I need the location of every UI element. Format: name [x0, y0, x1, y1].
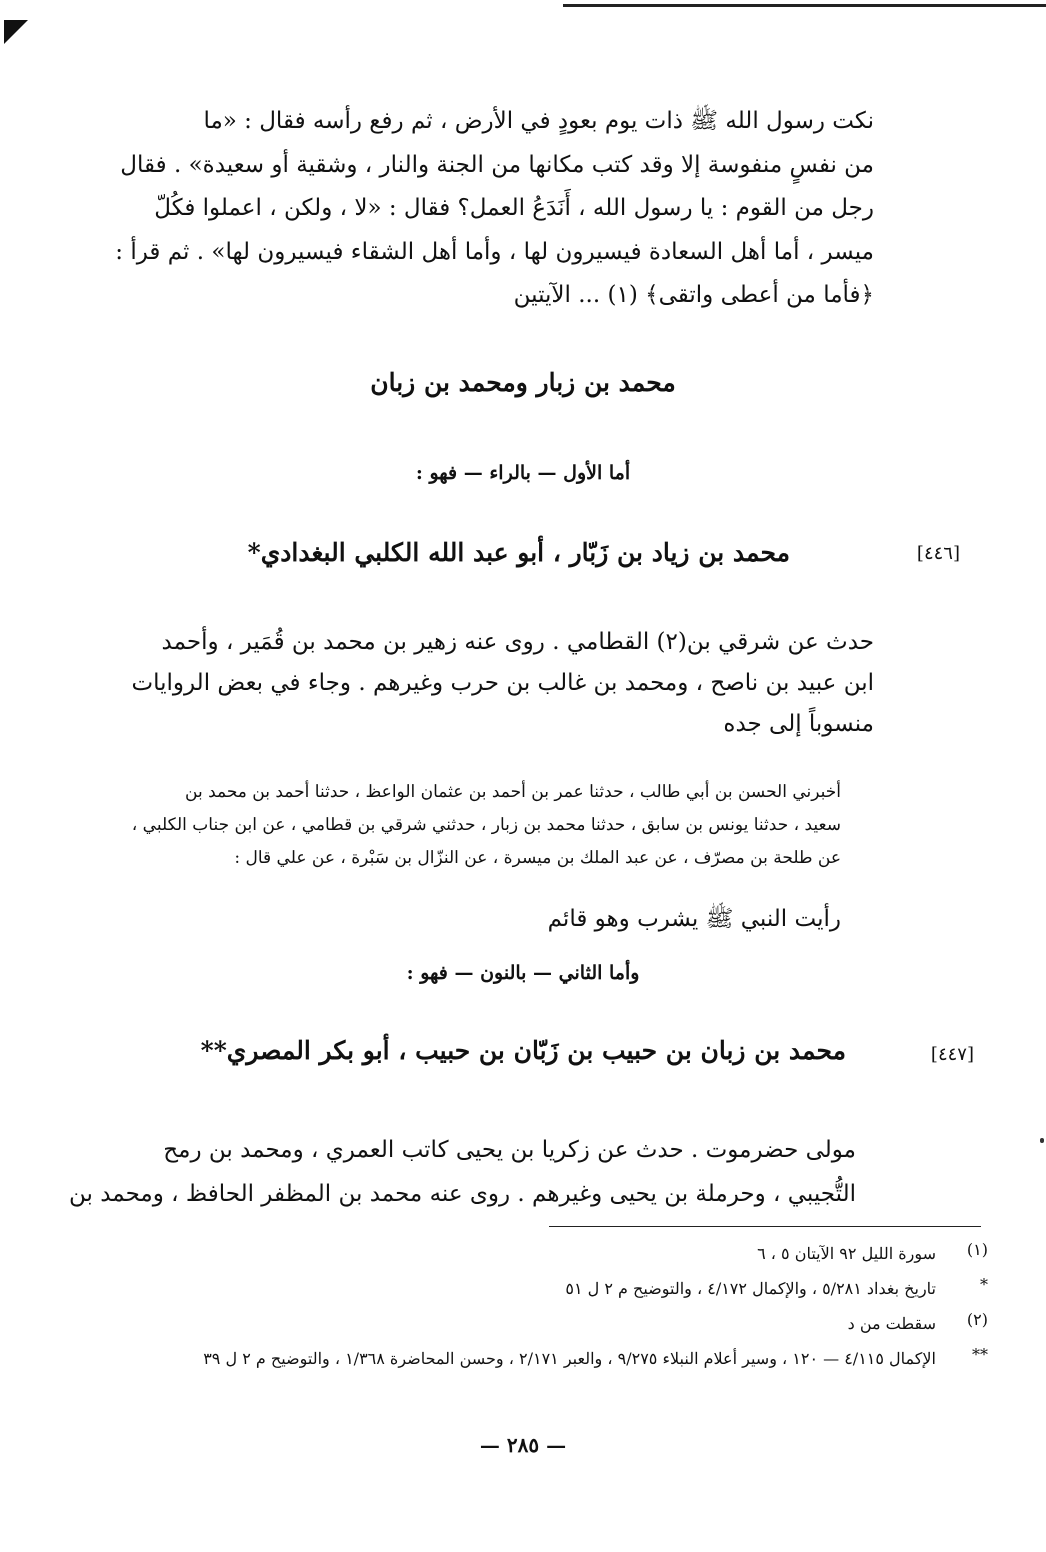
footnote: [88, 1345, 988, 1372]
footnote-mark: (٢): [966, 1310, 988, 1329]
footnote: [88, 1310, 988, 1337]
footnote-text: الإكمال ٤/١١٥ — ١٢٠ ، وسير أعلام النبلاء ٩/٢٧٥ ، والعبر ٢/١٧١ ، وحسن المحاضرة ١/٣٦٨ ، والتوضيح م ٢ ل ٣٩: [203, 1349, 936, 1368]
footnotes: [88, 1240, 988, 1380]
isnad-line: أخبرني الحسن بن أبي طالب ، حدثنا عمر بن أحمد بن عثمان الواعظ ، حدثنا أحمد بن محمد بن: [185, 782, 841, 802]
paragraph-hadith-qadar: [115, 100, 874, 318]
text-line: ميسر ، أما أهل السعادة فيسيرون لها ، وأما أهل الشقاء فيسيرون لها» . ثم قرأ :: [115, 238, 874, 265]
footnote-mark: **: [972, 1345, 988, 1364]
page-number: — ٢٨٥ —: [479, 1433, 567, 1457]
footnote-mark: (١): [966, 1240, 988, 1259]
text-line: مولى حضرموت . حدث عن زكريا بن يحيى كاتب العمري ، ومحمد بن رمح: [163, 1137, 856, 1163]
margin-speck: [1040, 1138, 1044, 1143]
paragraph-entry-1: [131, 622, 874, 745]
footnote-text: سقطت من د: [847, 1314, 936, 1333]
footnote: [88, 1240, 988, 1267]
text-line: حدث عن شرقي بن(٢) القطامي . روى عنه زهير بن محمد بن قُمَير ، وأحمد: [161, 629, 874, 655]
isnad-line: سعيد ، حدثنا يونس بن سابق ، حدثنا محمد بن زبار ، حدثني شرقي بن قطامي ، عن ابن جناب الكلبي ،: [131, 815, 841, 835]
footnote-text: سورة الليل ٩٢ الآيتان ٥ ، ٦: [757, 1244, 936, 1263]
isnad-chain: [131, 776, 841, 875]
footnote-mark: *: [980, 1275, 988, 1294]
footnote-text: تاريخ بغداد ٥/٢٨١ ، والإكمال ٤/١٧٢ ، والتوضيح م ٢ ل ٥١: [565, 1279, 936, 1298]
entry-number: [٤٤٧]: [930, 1044, 974, 1065]
subheading-first: أما الأول — بالراء — فهو :: [415, 462, 631, 484]
text-line: ابن عبيد بن ناصح ، ومحمد بن غالب بن حرب وغيرهم . وجاء في بعض الروايات: [131, 670, 874, 696]
footnote: [88, 1275, 988, 1302]
text-line: ﴿فأما من أعطى واتقى﴾ (١) ... الآيتين: [513, 282, 874, 308]
isnad-line: عن طلحة بن مصرّف ، عن عبد الملك بن ميسرة ، عن النزّال بن سَبْرة ، عن علي قال :: [234, 848, 841, 868]
text-line: نكت رسول الله ﷺ ذات يوم بعودٍ في الأرض ، ثم رفع رأسه فقال : «ما: [203, 108, 874, 134]
section-heading: محمد بن زبار ومحمد بن زبان: [370, 368, 676, 397]
hadith-text: رأيت النبي ﷺ يشرب وهو قائم: [547, 906, 841, 932]
subheading-second: وأما الثاني — بالنون — فهو :: [406, 962, 640, 984]
text-line: منسوباً إلى جده: [723, 711, 874, 737]
text-line: رجل من القوم : يا رسول الله ، أَنَدَعُ العمل؟ فقال : «لا ، ولكن ، اعملوا فكُلّ: [154, 195, 874, 221]
text-line: من نفسٍ منفوسة إلا وقد كتب مكانها من الجنة والنار ، وشقية أو سعيدة» . فقال: [120, 151, 874, 178]
entry-title: محمد بن زياد بن زَبّار ، أبو عبد الله الكلبي البغدادي*: [247, 538, 790, 567]
entry-title: محمد بن زبان بن حبيب بن زَبّان بن حبيب ، أبو بكر المصري**: [200, 1036, 846, 1065]
top-border-line: [563, 4, 1046, 7]
corner-mark: [4, 20, 28, 44]
footnote-separator: [549, 1226, 981, 1227]
entry-number: [٤٤٦]: [916, 543, 960, 564]
text-line: التُّجيبي ، وحرملة بن يحيى وغيرهم . روى عنه محمد بن المظفر الحافظ ، ومحمد بن: [69, 1181, 856, 1207]
paragraph-entry-2: [69, 1128, 856, 1216]
